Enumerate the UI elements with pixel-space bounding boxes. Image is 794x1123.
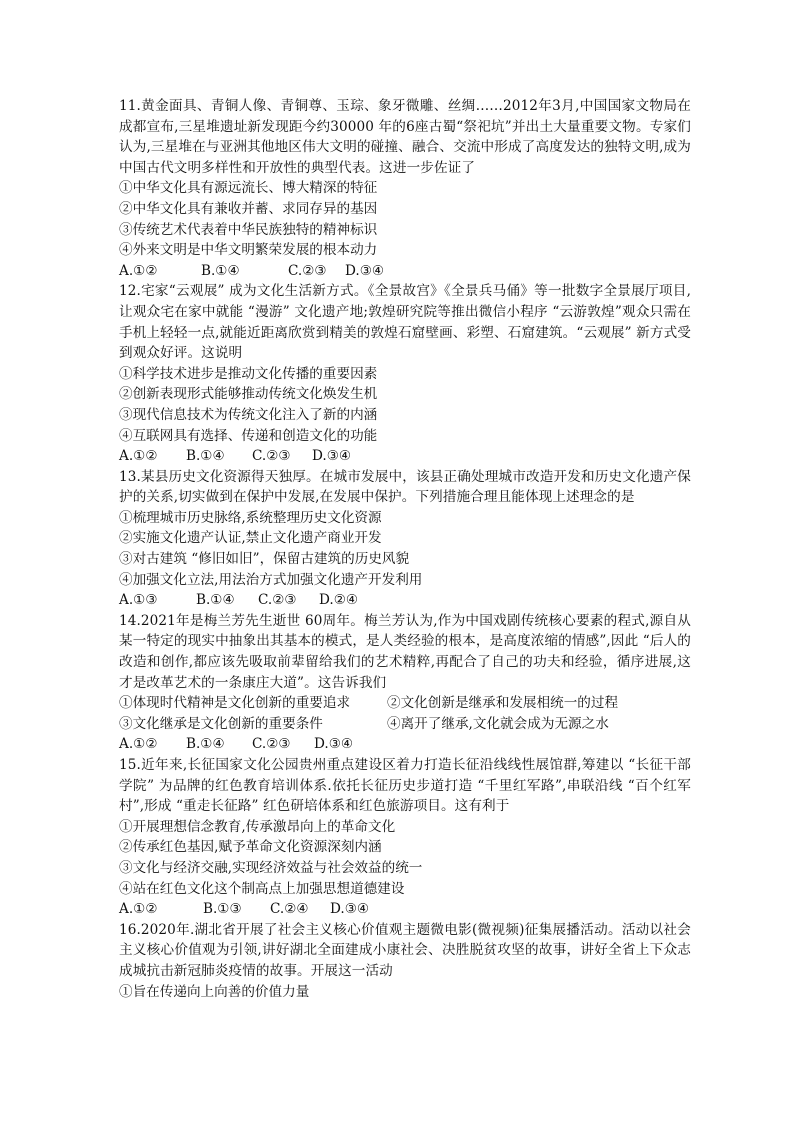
- option-3: ③文化与经济交融,实现经济效益与社会效益的统一: [119, 859, 423, 876]
- option-3: ③对古建筑 “修旧如旧”，保留古建筑的历史风貌: [119, 551, 410, 568]
- option-2: ②创新表现形式能够推动传统文化焕发生机: [119, 386, 378, 403]
- answer-d: D.③④: [312, 448, 352, 465]
- option-4: ④外来文明是中华文明繁荣发展的根本动力: [119, 242, 378, 259]
- question-stem: 15.近年来,长征国家文化公园贵州重点建设区着力打造长征沿线线性展馆群,筹建以 “长征干部学院” 为品牌的红色教育培训体系.依托长征历史步道打造 “千里红军路”,串联沿线 “百个红军村”,形成 “重走长征路” 红色研培体系和红色旅游项目。这有利于: [119, 757, 691, 815]
- option-2: ②传承红色基因,赋予革命文化资源深刻内涵: [119, 839, 382, 856]
- answer-b: B.①④: [201, 262, 240, 279]
- option-2: ②实施文化遗产认证,禁止文化遗产商业开发: [119, 530, 382, 547]
- option-4: ④加强文化立法,用法治方式加强文化遗产开发利用: [119, 571, 423, 588]
- answer-a: A.①③: [119, 592, 158, 609]
- answer-b: B.①④: [196, 592, 235, 609]
- question-11: [119, 96, 691, 281]
- question-stem: 14.2021年是梅兰芳先生逝世 60周年。梅兰芳认为,作为中国戏剧传统核心要素的程式,源自从某一特定的现实中抽象出其基本的模式，是人类经验的根本，是高度浓缩的情感”,因此 “后人的改造和创作,都应该先吸取前辈留给我们的艺术精粹,再配合了自己的功夫和经验，循序进展,这才是改革艺术的一条康庄大道”。这告诉我们: [119, 612, 691, 691]
- answer-c: C.②③: [252, 448, 291, 465]
- answer-b: B.①③: [203, 901, 242, 918]
- question-16: [119, 920, 691, 1002]
- option-1: ①旨在传递向上向善的价值力量: [119, 983, 310, 1000]
- option-3: ③传统艺术代表着中华民族独特的精神标识: [119, 221, 378, 238]
- answer-d: D.②④: [319, 592, 359, 609]
- question-stem: 13.某县历史文化资源得天独厚。在城市发展中，该县正确处理城市改造开发和历史文化遗产保护的关系,切实做到在保护中发展,在发展中保护。下列措施合理且能体现上述理念的是: [119, 468, 691, 506]
- answer-choices: [119, 734, 691, 755]
- option-1: ①体现时代精神是文化创新的重要追求: [119, 695, 351, 712]
- question-13: [119, 467, 691, 611]
- answer-a: A.①②: [119, 901, 158, 918]
- answer-c: C.②③: [258, 592, 297, 609]
- question-15: [119, 755, 691, 920]
- option-3: ③现代信息技术为传统文化注入了新的内涵: [119, 406, 378, 423]
- option-1: ①开展理想信念教育,传承激昂向上的革命文化: [119, 818, 396, 835]
- option-3: ③文化继承是文化创新的重要条件: [119, 715, 323, 732]
- answer-b: B.①④: [186, 448, 225, 465]
- answer-a: A.①②: [119, 262, 158, 279]
- answer-d: D.③④: [314, 736, 354, 753]
- option-4: ④站在红色文化这个制高点上加强思想道德建设: [119, 880, 405, 897]
- question-stem: 12.宅家“云观展” 成为文化生活新方式。《全景故宫》《全景兵马俑》等一批数字全景展厅项目,让观众宅在家中就能 “漫游” 文化遗产地;敦煌研究院等推出微信小程序 “云游敦煌”观众只需在手机上轻轻一点,就能近距离欣赏到精美的敦煌石窟壁画、彩塑、石窟建筑。“云观展” 新方式受到观众好评。这说明: [119, 283, 691, 362]
- answer-c: C.②④: [270, 901, 309, 918]
- answer-a: A.①②: [119, 448, 158, 465]
- question-14: [119, 611, 691, 755]
- answer-choices: [119, 590, 691, 611]
- answer-c: C.②③: [252, 736, 291, 753]
- option-1: ①梳理城市历史脉络,系统整理历史文化资源: [119, 509, 382, 526]
- option-row: [119, 693, 691, 714]
- option-4: ④互联网具有选择、传递和创造文化的功能: [119, 427, 378, 444]
- option-1: ①中华文化具有源远流长、博大精深的特征: [119, 180, 378, 197]
- answer-d: D.③④: [330, 901, 370, 918]
- answer-b: B.①④: [186, 736, 225, 753]
- answer-d: D.③④: [345, 262, 385, 279]
- answer-choices: [119, 899, 691, 920]
- answer-choices: [119, 446, 691, 467]
- question-12: [119, 281, 691, 466]
- option-2: ②中华文化具有兼收并蓄、求同存异的基因: [119, 200, 378, 217]
- question-stem: 11.黄金面具、青铜人像、青铜尊、玉琮、象牙微雕、丝绸……2012年3月,中国国家文物局在成都宣布,三星堆遗址新发现距今约30000 年的6座古蜀“祭祀坑”并出土大量重要文物。专家们认为,三星堆在与亚洲其他地区伟大文明的碰撞、融合、交流中形成了高度发达的独特文明,成为中国古代文明多样性和开放性的典型代表。这进一步佐证了: [119, 98, 691, 176]
- answer-choices: [119, 261, 691, 282]
- option-2: ②文化创新是继承和发展相统一的过程: [387, 695, 619, 712]
- answer-a: A.①②: [119, 736, 158, 753]
- option-row: [119, 714, 691, 735]
- exam-page: [119, 96, 691, 1002]
- question-stem: 16.2020年.湖北省开展了社会主义核心价值观主题微电影(微视频)征集展播活动。活动以社会主义核心价值观为引领,讲好湖北全面建成小康社会、决胜脱贫攻坚的故事，讲好全省上下众志成城抗击新冠肺炎疫情的故事。开展这一活动: [119, 921, 691, 979]
- option-1: ①科学技术进步是推动文化传播的重要因素: [119, 365, 378, 382]
- answer-c: C.②③: [288, 262, 327, 279]
- option-4: ④离开了继承,文化就会成为无源之水: [387, 715, 609, 732]
